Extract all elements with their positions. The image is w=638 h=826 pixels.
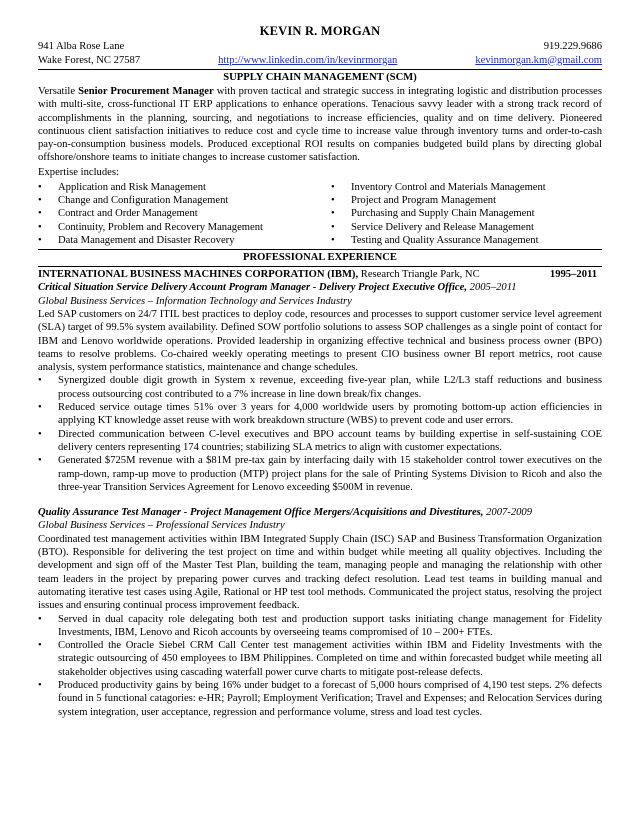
contact-row-2 xyxy=(38,54,602,68)
expertise-item: • Application and Risk Management xyxy=(38,181,331,194)
expertise-item: • Continuity, Problem and Recovery Management xyxy=(38,221,331,234)
header-divider xyxy=(38,69,602,70)
role-title: Critical Situation Service Delivery Account Program Manager - Delivery Project Executive Office, 2005–2011 xyxy=(38,282,517,294)
address-line-1: 941 Alba Rose Lane xyxy=(38,41,125,52)
summary-paragraph: Versatile Senior Procurement Manager with proven tactical and strategic success in integrating logistic and distribution processes with multi-site, cross-functional IT ERP applications to enhance operations. Tenacious savvy leader with a strong track record of accomplishments in the planning, sourcing, and negotiations to increase efficiencies, quality and on time delivery. Pioneered continuous client satisfaction initiatives to reduce cost and cycle time to increase value through inventory turns and order-to-cash pay-on-consumption business models. Produced exceptional ROI results on companies budgeted build plans by directing global offshore/onshore teams to initiate changes to increase customer satisfaction. xyxy=(38,86,602,164)
email-link[interactable]: kevinmorgan.km@gmail.com xyxy=(475,54,602,66)
role-summary: Led SAP customers on 24/7 ITIL best practices to deploy code, resources and processes to support customer service level agreement (SLA) target of 99.5% system availability. Defined SOW portfolio solutions to assess SOP challenges as a single point of contact for IBM and Lenovo worldwide operations. Provided leadership in organizing effective technical and business process owner (BPO) teams to resolve problems. Co-chaired weekly operating meetings to present CIO business owner BI report metrics, root cause analysis, system performance statistics, maintenance and change schedules. xyxy=(38,308,602,374)
company-location: Research Triangle Park, NC xyxy=(360,269,480,281)
expertise-item: • Service Delivery and Release Management xyxy=(331,221,602,234)
achievement-item: • Synergized double digit growth in System x revenue, exceeding five-year plan, while L2/L3 staff reductions and business process outsourcing cost contributed to a 7% increase in line down break/fix changes. xyxy=(38,374,602,401)
achievement-item: • Generated $725M revenue with a $81M pre-tax gain by interfacing daily with 15 stakeholder control tower executives on the ramp-down, ramp-up move to production (MTP) project plans for the sale of Printing Systems Division to Ricoh and also the three-year Transition Services Agreement for Lenovo exceeding $500M in revenue. xyxy=(38,454,602,494)
company-row xyxy=(38,268,602,281)
role-title: Quality Assurance Test Manager - Project Management Office Mergers/Acquisitions and Divestitures, 2007-2009 xyxy=(38,507,533,519)
achievement-item: • Directed communication between C-level executives and BPO account teams by building expertise in self-sustaining COE delivery centers representing 174 countries; stabilizing SLA metrics to align with customer expectations. xyxy=(38,428,602,455)
contact-row-1 xyxy=(38,40,602,54)
expertise-item: • Inventory Control and Materials Management xyxy=(331,181,602,194)
phone-number: 919.229.9686 xyxy=(543,41,602,52)
achievement-item: • Reduced service outage times 51% over 3 years for 4,000 worldwide users by promoting bottom-up action efficiencies in applying KT knowledge asset reuse with work breakdown structure (WBS) to prevent code and user errors. xyxy=(38,401,602,428)
company-name: INTERNATIONAL BUSINESS MACHINES CORPORATION (IBM), xyxy=(38,269,359,281)
expertise-item: • Data Management and Disaster Recovery xyxy=(38,234,331,247)
role-unit: Global Business Services – Professional Services Industry xyxy=(38,520,285,532)
summary-role-highlight: Senior Procurement Manager xyxy=(78,86,214,97)
role-unit: Global Business Services – Information Technology and Services Industry xyxy=(38,295,352,307)
resume-page xyxy=(38,24,602,719)
expertise-item: • Project and Program Management xyxy=(331,194,602,207)
expertise-label: Expertise includes: xyxy=(38,166,119,178)
role-summary: Coordinated test management activities within IBM Integrated Supply Chain (ISC) SAP and Business Transformation Organization (BTO). Responsible for delivering the test project on time and within budget while meeting all quality objectives. Including the development and sign off of the Master Test Plan, building the team, managing people and managing the relationship with other team leaders in the project by preparing power curves and tracking defect resolution. Lead test teams in building manual and automating iterative test cases using Agile, Rational or HP test tool methods. Communicated the project status, resolving the project issues and ensuring continual process improvement feedback. xyxy=(38,533,602,612)
role-dates: 2005–2011 xyxy=(469,282,517,294)
expertise-item: • Change and Configuration Management xyxy=(38,194,331,207)
achievement-item: • Served in dual capacity role delegating both test and production support tasks initiating change management for Fidelity Investments, IBM, Lenovo and Ricoh accounts by overseeing teams compromised of 10 – 200+ FTEs. xyxy=(38,613,602,640)
expertise-item: • Contract and Order Management xyxy=(38,207,331,220)
summary-section-title: SUPPLY CHAIN MANAGEMENT (SCM) xyxy=(223,72,417,83)
role-dates: 2007-2009 xyxy=(486,507,533,519)
address-line-2: Wake Forest, NC 27587 xyxy=(38,54,141,66)
experience-section-title: PROFESSIONAL EXPERIENCE xyxy=(243,252,397,264)
company-dates: 1995–2011 xyxy=(549,269,597,281)
expertise-item: • Testing and Quality Assurance Management xyxy=(331,234,602,247)
candidate-name: KEVIN R. MORGAN xyxy=(259,24,381,38)
achievement-item: • Controlled the Oracle Siebel CRM Call Center test management activities within IBM and Fidelity Investments with the strategic outsourcing of 450 employees to IBM Philippines. Completed on time and within forecasted budget while meeting all stakeholder objectives using cascading waterfall power curve charts to mitigate post-release defects. xyxy=(38,639,602,679)
section-divider xyxy=(38,266,602,267)
expertise-list xyxy=(38,181,602,247)
role-achievements xyxy=(38,613,602,719)
achievement-item: • Produced productivity gains by being 16% under budget to a forecast of 5,000 hours comprised of 4,190 test steps. 2% defects found in 5 functional catagories: e-HR; Payroll; Employment Verification; Travel and Expenses; and Relocation Services during system integration, user acceptance, regression and performance volume, stress and load test cycles. xyxy=(38,679,602,719)
role-achievements xyxy=(38,374,602,494)
expertise-item: • Purchasing and Supply Chain Management xyxy=(331,207,602,220)
section-divider xyxy=(38,249,602,250)
linkedin-link[interactable]: http://www.linkedin.com/in/kevinrmorgan xyxy=(218,54,398,66)
